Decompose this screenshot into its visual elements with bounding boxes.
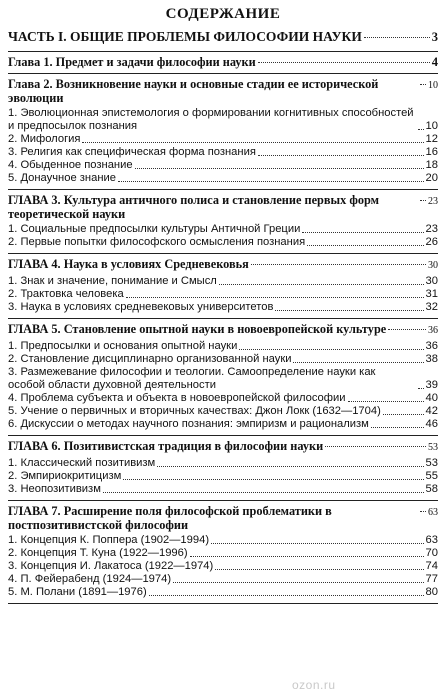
section-page: 58	[425, 483, 438, 495]
dot-leader	[215, 569, 423, 570]
section-page: 74	[425, 560, 438, 572]
list-item	[8, 133, 438, 146]
section-title: 3. Неопозитивизм	[8, 483, 101, 495]
chapter-block	[8, 436, 438, 501]
section-page: 30	[425, 275, 438, 287]
section-page: 18	[425, 159, 438, 171]
dot-leader	[348, 401, 424, 402]
section-page: 26	[425, 236, 438, 248]
dot-leader	[418, 388, 424, 389]
dot-leader	[325, 446, 426, 447]
list-item	[8, 560, 438, 573]
dot-leader	[364, 37, 430, 38]
page-title: СОДЕРЖАНИЕ	[165, 6, 281, 22]
list-item	[8, 405, 438, 418]
section-title: 2. Трактовка человека	[8, 288, 124, 300]
part-heading	[8, 29, 438, 52]
chapter-page: 63	[428, 507, 438, 518]
section-title: 2. Концепция Т. Куна (1922—1996)	[8, 547, 188, 559]
table-of-contents	[8, 6, 438, 604]
list-item	[8, 146, 438, 159]
section-title: 3. Размежевание философии и теологии. Самоопределение науки как особой области духовной деятельности	[8, 366, 376, 391]
chapter-heading	[8, 77, 438, 105]
section-title: 4. П. Фейерабенд (1924—1974)	[8, 573, 172, 585]
list-item	[8, 457, 438, 470]
chapter-title: ГЛАВА 6. Позитивистская традиция в философии науки	[8, 439, 324, 453]
chapter-page: 36	[428, 325, 438, 336]
section-page: 12	[425, 133, 438, 145]
chapter-block	[8, 254, 438, 319]
chapter-page: 4	[431, 55, 438, 69]
dot-leader	[173, 582, 423, 583]
list-item	[8, 288, 438, 301]
dot-leader	[211, 543, 424, 544]
section-title: 1. Социальные предпосылки культуры Античной Греции	[8, 223, 301, 235]
dot-leader	[135, 168, 424, 169]
section-page: 36	[425, 340, 438, 352]
section-page: 16	[425, 146, 438, 158]
dot-leader	[420, 200, 426, 201]
section-title: 3. Религия как специфическая форма познания	[8, 146, 256, 158]
dot-leader	[190, 556, 424, 557]
dot-leader	[258, 62, 430, 63]
chapter-block	[8, 501, 438, 604]
chapter-block	[8, 190, 438, 254]
dot-leader	[239, 349, 423, 350]
section-page: 10	[425, 120, 438, 132]
section-list	[8, 275, 438, 314]
chapter-title: Глава 1. Предмет и задачи философии науки	[8, 55, 256, 69]
section-page: 80	[425, 586, 438, 598]
list-item	[8, 586, 438, 599]
dot-leader	[388, 329, 426, 330]
list-item	[8, 547, 438, 560]
section-list	[8, 340, 438, 431]
section-title: 3. Концепция И. Лакатоса (1922—1974)	[8, 560, 214, 572]
section-title: 2. Мифология	[8, 133, 81, 145]
chapter-heading	[8, 322, 438, 338]
chapter-block	[8, 319, 438, 436]
section-title: 3. Наука в условиях средневековых университетов	[8, 301, 274, 313]
section-title: 1. Знак и значение, понимание и Смысл	[8, 275, 217, 287]
chapter-block	[8, 52, 438, 74]
part-label: ЧАСТЬ I. ОБЩИЕ ПРОБЛЕМЫ ФИЛОСОФИИ НАУКИ	[8, 29, 362, 44]
chapter-heading	[8, 55, 438, 69]
dot-leader	[123, 479, 423, 480]
list-item	[8, 483, 438, 496]
list-item	[8, 236, 438, 249]
list-item	[8, 353, 438, 366]
dot-leader	[258, 155, 424, 156]
dot-leader	[307, 245, 423, 246]
section-page: 20	[425, 172, 438, 184]
section-title: 4. Обыденное познание	[8, 159, 133, 171]
dot-leader	[383, 414, 424, 415]
chapter-block	[8, 74, 438, 190]
section-page: 38	[425, 353, 438, 365]
list-item	[8, 470, 438, 483]
dot-leader	[103, 492, 424, 493]
section-list	[8, 107, 438, 185]
dot-leader	[302, 232, 423, 233]
list-item	[8, 366, 438, 392]
section-title: 1. Классический позитивизм	[8, 457, 156, 469]
dot-leader	[157, 466, 423, 467]
chapter-page: 30	[428, 260, 438, 271]
chapter-title: Глава 2. Возникновение науки и основные стадии ее исторической эволюции	[8, 77, 379, 105]
list-item	[8, 159, 438, 172]
watermark: ozon.ru	[292, 678, 336, 692]
list-item	[8, 392, 438, 405]
dot-leader	[418, 129, 424, 130]
chapter-page: 23	[428, 196, 438, 207]
section-title: 5. М. Полани (1891—1976)	[8, 586, 147, 598]
list-item	[8, 340, 438, 353]
section-page: 55	[425, 470, 438, 482]
section-title: 2. Становление дисциплинарно организованной науки	[8, 353, 292, 365]
chapter-title: ГЛАВА 4. Наука в условиях Средневековья	[8, 257, 249, 271]
section-title: 4. Проблема субъекта и объекта в новоевропейской философии	[8, 392, 346, 404]
list-item	[8, 275, 438, 288]
section-title: 2. Эмпириокритицизм	[8, 470, 122, 482]
dot-leader	[275, 310, 423, 311]
chapter-page: 53	[428, 442, 438, 453]
section-page: 77	[425, 573, 438, 585]
chapter-heading	[8, 439, 438, 455]
dot-leader	[371, 427, 424, 428]
section-page: 46	[425, 418, 438, 430]
list-item	[8, 534, 438, 547]
list-item	[8, 223, 438, 236]
chapter-title: ГЛАВА 3. Культура античного полиса и становление первых форм теоретической науки	[8, 193, 380, 221]
chapter-list	[8, 52, 438, 604]
dot-leader	[293, 362, 423, 363]
section-title: 1. Предпосылки и основания опытной науки	[8, 340, 238, 352]
section-list	[8, 534, 438, 599]
list-item	[8, 418, 438, 431]
dot-leader	[420, 511, 426, 512]
list-item	[8, 573, 438, 586]
section-page: 53	[425, 457, 438, 469]
chapter-heading	[8, 504, 438, 532]
chapter-page: 10	[428, 80, 438, 91]
chapter-title: ГЛАВА 5. Становление опытной науки в новоевропейской культуре	[8, 322, 387, 336]
section-page: 23	[425, 223, 438, 235]
dot-leader	[219, 284, 424, 285]
section-title: 2. Первые попытки философского осмысления познания	[8, 236, 306, 248]
chapter-heading	[8, 193, 438, 221]
section-page: 70	[425, 547, 438, 559]
section-title: 5. Учение о первичных и вторичных качествах: Джон Локк (1632—1704)	[8, 405, 381, 417]
list-item	[8, 107, 438, 133]
dot-leader	[251, 264, 426, 265]
chapter-title: ГЛАВА 7. Расширение поля философской проблематики в постпозитивистской философии	[8, 504, 332, 532]
part-page: 3	[431, 30, 438, 44]
section-title: 1. Концепция К. Поппера (1902—1994)	[8, 534, 210, 546]
dot-leader	[82, 142, 423, 143]
section-list	[8, 457, 438, 496]
section-title: 1. Эволюционная эпистемология о формировании когнитивных способностей и предпосылок познания	[8, 107, 414, 132]
dot-leader	[118, 181, 424, 182]
section-page: 39	[425, 379, 438, 391]
section-page: 31	[425, 288, 438, 300]
section-list	[8, 223, 438, 249]
list-item	[8, 301, 438, 314]
list-item	[8, 172, 438, 185]
chapter-heading	[8, 257, 438, 273]
section-page: 42	[425, 405, 438, 417]
dot-leader	[149, 595, 424, 596]
section-page: 32	[425, 301, 438, 313]
section-title: 6. Дискуссии о методах научного познания: эмпиризм и рационализм	[8, 418, 369, 430]
dot-leader	[420, 84, 426, 85]
section-page: 40	[425, 392, 438, 404]
dot-leader	[126, 297, 424, 298]
section-page: 63	[425, 534, 438, 546]
section-title: 5. Донаучное знание	[8, 172, 116, 184]
